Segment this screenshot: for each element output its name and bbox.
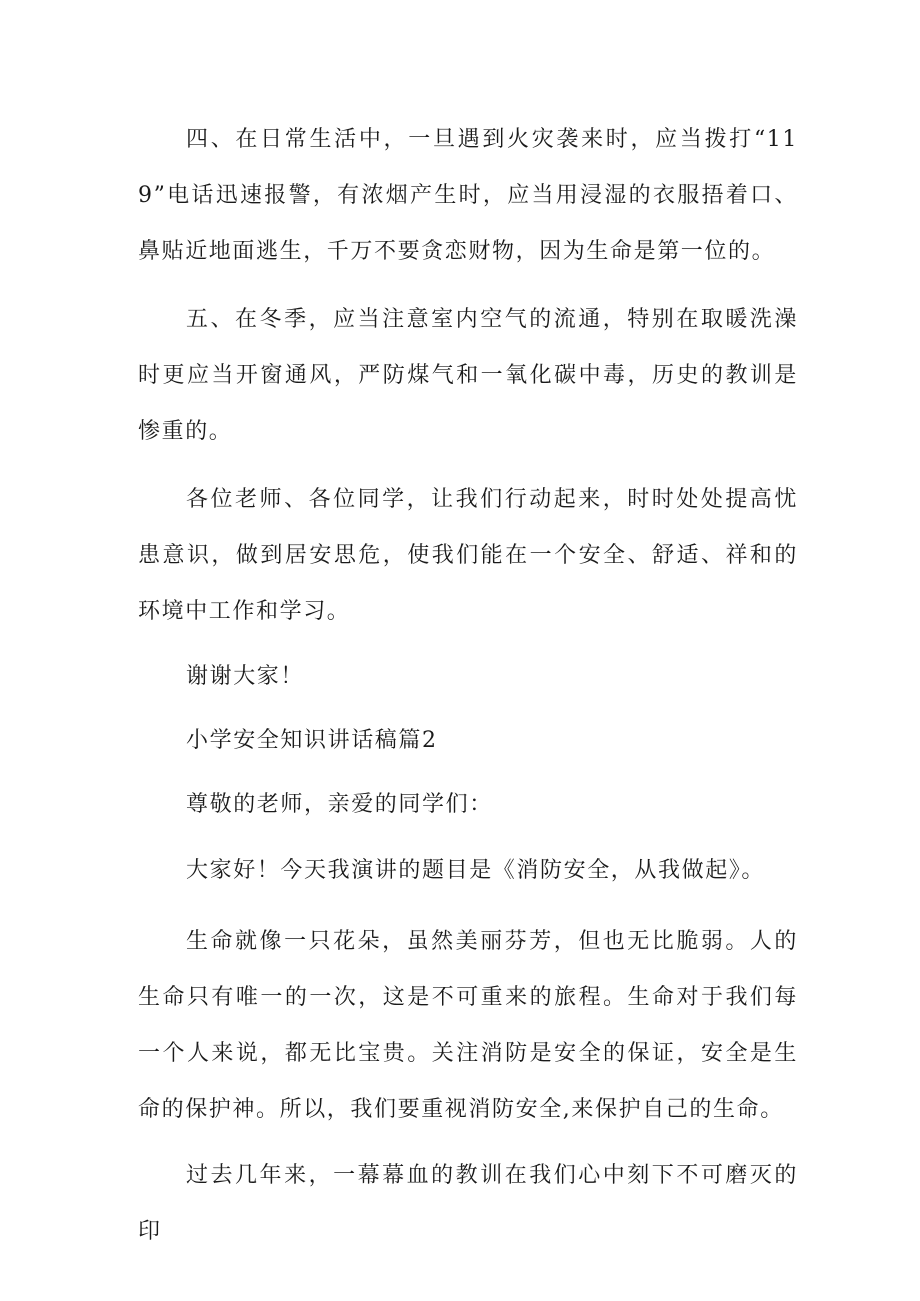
paragraph-past-lessons: 过去几年来，一幕幕血的教训在我们心中刻下不可磨灭的印 [138,1163,798,1244]
section-heading: 小学安全知识讲话稿篇2 [186,728,438,753]
paragraph-salutation: 尊敬的老师，亲爱的同学们： [186,792,493,817]
paragraph-speech-title: 大家好！今天我演讲的题目是《消防安全，从我做起》。 [186,858,766,883]
paragraph-winter-ventilation: 五、在冬季，应当注意室内空气的流通，特别在取暖洗澡时更应当开窗通风，严防煤气和一氧化碳中毒，历史的教训是惨重的。 [138,307,798,444]
paragraph-thanks: 谢谢大家！ [186,664,305,689]
paragraph-call-to-action: 各位老师、各位同学，让我们行动起来，时时处处提高忧患意识，做到居安思危，使我们能在一个安全、舒适、祥和的环境中工作和学习。 [138,487,798,624]
paragraph-life-value: 生命就像一只花朵，虽然美丽芬芳，但也无比脆弱。人的生命只有唯一的一次，这是不可重来的旅程。生命对于我们每一个人来说，都无比宝贵。关注消防是安全的保证，安全是生命的保护神。所以，我们要重视消防安全,来保护自己的生命。 [138,929,798,1122]
paragraph-fire-safety: 四、在日常生活中，一旦遇到火灾袭来时，应当拨打“119”电话迅速报警，有浓烟产生时，应当用浸湿的衣服捂着口、鼻贴近地面逃生，千万不要贪恋财物，因为生命是第一位的。 [138,127,798,264]
